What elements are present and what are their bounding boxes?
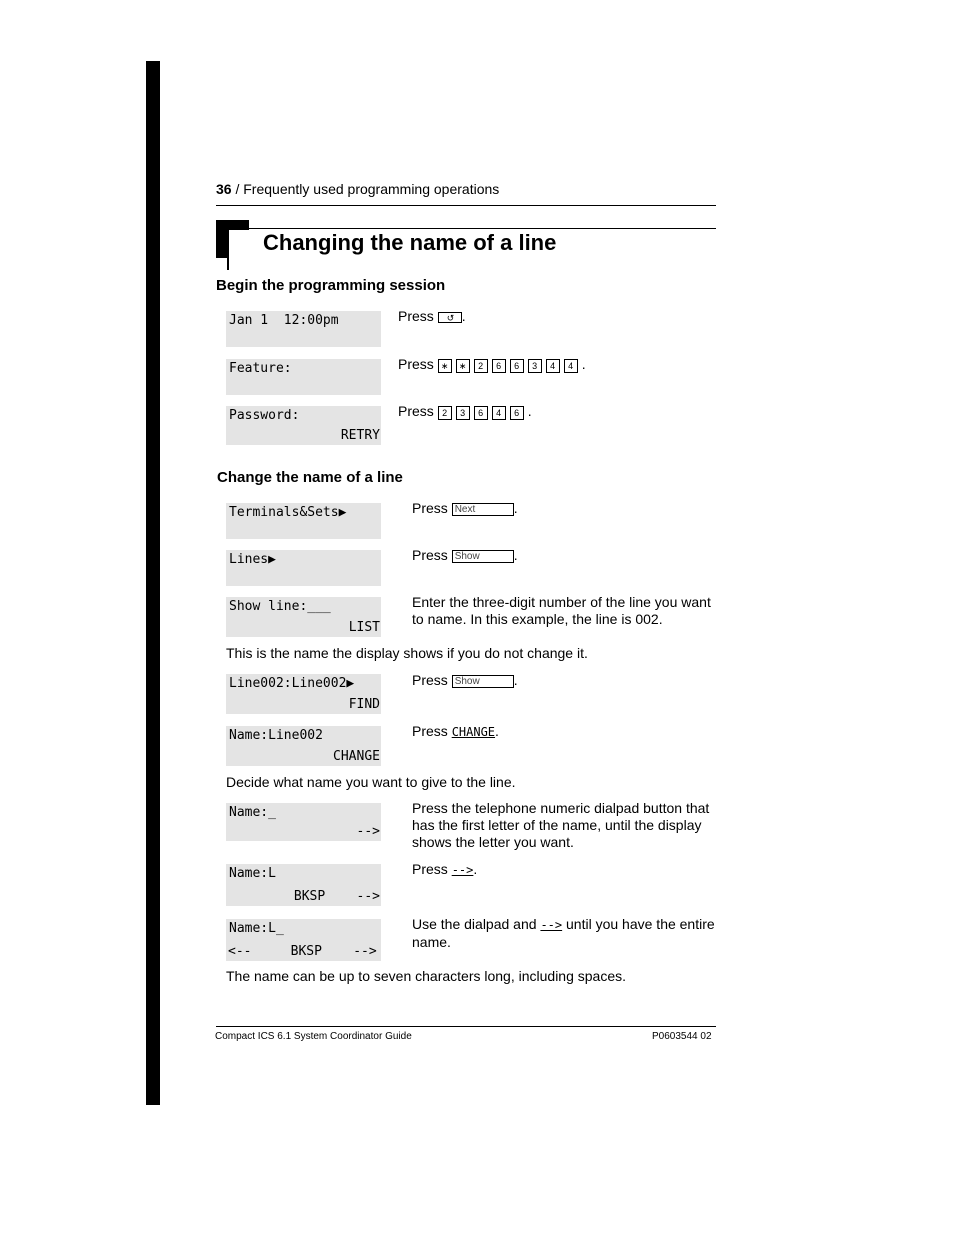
footer-rule xyxy=(216,1026,716,1027)
section-marker-inner xyxy=(229,230,249,258)
note-default-name: This is the name the display shows if you do not change it. xyxy=(226,645,588,661)
lcd-line1: Name:L xyxy=(229,866,276,881)
instruction-after: . xyxy=(461,308,466,324)
lcd-line2: FIND xyxy=(348,697,380,712)
key-icon: ∗ xyxy=(456,359,470,373)
lcd-line1: Lines▶ xyxy=(229,552,276,567)
lcd-display xyxy=(226,919,381,961)
lcd-line2: RETRY xyxy=(340,428,380,443)
instruction-after: . xyxy=(473,861,478,877)
lcd-display xyxy=(226,311,381,347)
lcd-line1: Password: xyxy=(229,408,300,423)
key-icon: 6 xyxy=(510,406,524,420)
footer-part-number: P0603544 02 xyxy=(652,1031,712,1042)
instruction-text: Press xyxy=(412,672,448,688)
lcd-line2: LIST xyxy=(348,620,380,635)
footer-title: Compact ICS 6.1 System Coordinator Guide xyxy=(215,1031,412,1042)
instruction-text: Press xyxy=(398,356,434,372)
step-instruction xyxy=(412,500,518,517)
instruction-after: . xyxy=(527,403,532,419)
lcd-line1: Jan 1 12:00pm xyxy=(229,313,339,328)
key-icon: 4 xyxy=(492,406,506,420)
key-icon: 4 xyxy=(564,359,578,373)
step-instruction: Press the telephone numeric dialpad button that has the first letter of the name, until the display shows the letter you want. xyxy=(412,800,710,850)
step-instruction xyxy=(412,547,518,564)
instruction-after: . xyxy=(581,356,586,372)
lcd-line2: CHANGE xyxy=(333,749,380,764)
instruction-after: . xyxy=(513,672,518,688)
step-instruction: Enter the three-digit number of the line you want to name. In this example, the line is 002. xyxy=(412,594,711,627)
title-rule xyxy=(249,228,716,229)
instruction-after: . xyxy=(513,547,518,563)
step-instruction xyxy=(412,723,499,741)
key-icon: 2 xyxy=(438,406,452,420)
display-key-arrow: --> xyxy=(451,863,474,877)
lcd-line1: Show line:___ xyxy=(229,599,331,614)
section-name: / Frequently used programming operations xyxy=(235,181,500,197)
lcd-line1: Feature: xyxy=(229,361,292,376)
key-icon: 3 xyxy=(456,406,470,420)
note-decide: Decide what name you want to give to the line. xyxy=(226,774,516,790)
instruction-after: . xyxy=(495,723,499,739)
lcd-line1: Name:Line002 xyxy=(229,728,323,743)
step-instruction xyxy=(398,356,586,374)
lcd-display xyxy=(226,864,381,906)
section-marker-stem xyxy=(227,228,229,270)
instruction-text: Press xyxy=(398,403,434,419)
note-length: The name can be up to seven characters long, including spaces. xyxy=(226,968,627,984)
lcd-line2: BKSP --> xyxy=(293,889,380,904)
key-icon: 2 xyxy=(474,359,488,373)
keypad-sequence xyxy=(438,404,528,421)
key-icon: 6 xyxy=(474,406,488,420)
lcd-display xyxy=(226,726,381,766)
instruction-text: Press xyxy=(412,500,448,516)
lcd-line1: Line002:Line002▶ xyxy=(229,676,355,691)
feature-key-icon: ↺ xyxy=(438,312,462,323)
display-key-arrow: --> xyxy=(540,918,563,932)
lcd-line1: Terminals&Sets▶ xyxy=(229,505,347,520)
step-instruction xyxy=(412,916,716,951)
running-header xyxy=(216,181,499,197)
lcd-display xyxy=(226,503,381,539)
key-icon: 4 xyxy=(546,359,560,373)
softkey-show: Show xyxy=(452,550,514,563)
subheading-change: Change the name of a line xyxy=(217,469,403,486)
instruction-text: Use the dialpad and xyxy=(412,916,537,932)
step-instruction xyxy=(412,672,518,689)
page-number: 36 xyxy=(216,181,232,197)
key-icon: 3 xyxy=(528,359,542,373)
instruction-text: Press xyxy=(412,547,448,563)
lcd-line2: --> xyxy=(356,824,380,839)
display-key-change: CHANGE xyxy=(451,725,496,739)
key-icon: 6 xyxy=(492,359,506,373)
keypad-sequence xyxy=(438,357,582,374)
lcd-display xyxy=(226,550,381,586)
key-icon: ∗ xyxy=(438,359,452,373)
step-instruction xyxy=(398,403,532,421)
instruction-text: Press xyxy=(412,861,448,877)
softkey-show: Show xyxy=(452,675,514,688)
page-title: Changing the name of a line xyxy=(263,230,557,255)
lcd-line2: <-- BKSP --> xyxy=(228,944,377,959)
section-marker-top xyxy=(227,228,249,230)
lcd-line1: Name:_ xyxy=(229,805,276,820)
page-edge-bar xyxy=(146,61,160,1105)
instruction-text: Press xyxy=(398,308,434,324)
lcd-display xyxy=(226,406,381,445)
instruction-after: . xyxy=(513,500,518,516)
subheading-begin: Begin the programming session xyxy=(216,277,446,294)
softkey-next: Next xyxy=(452,503,514,516)
header-rule xyxy=(216,205,716,206)
key-icon: 6 xyxy=(510,359,524,373)
lcd-display xyxy=(226,597,381,637)
lcd-display xyxy=(226,674,381,714)
instruction-text: Press xyxy=(412,723,448,739)
instruction-after: until you have the entire name. xyxy=(412,916,715,950)
lcd-display xyxy=(226,803,381,841)
step-instruction xyxy=(398,308,466,325)
step-instruction xyxy=(412,861,477,879)
lcd-line1: Name:L_ xyxy=(229,921,284,936)
lcd-display xyxy=(226,359,381,395)
